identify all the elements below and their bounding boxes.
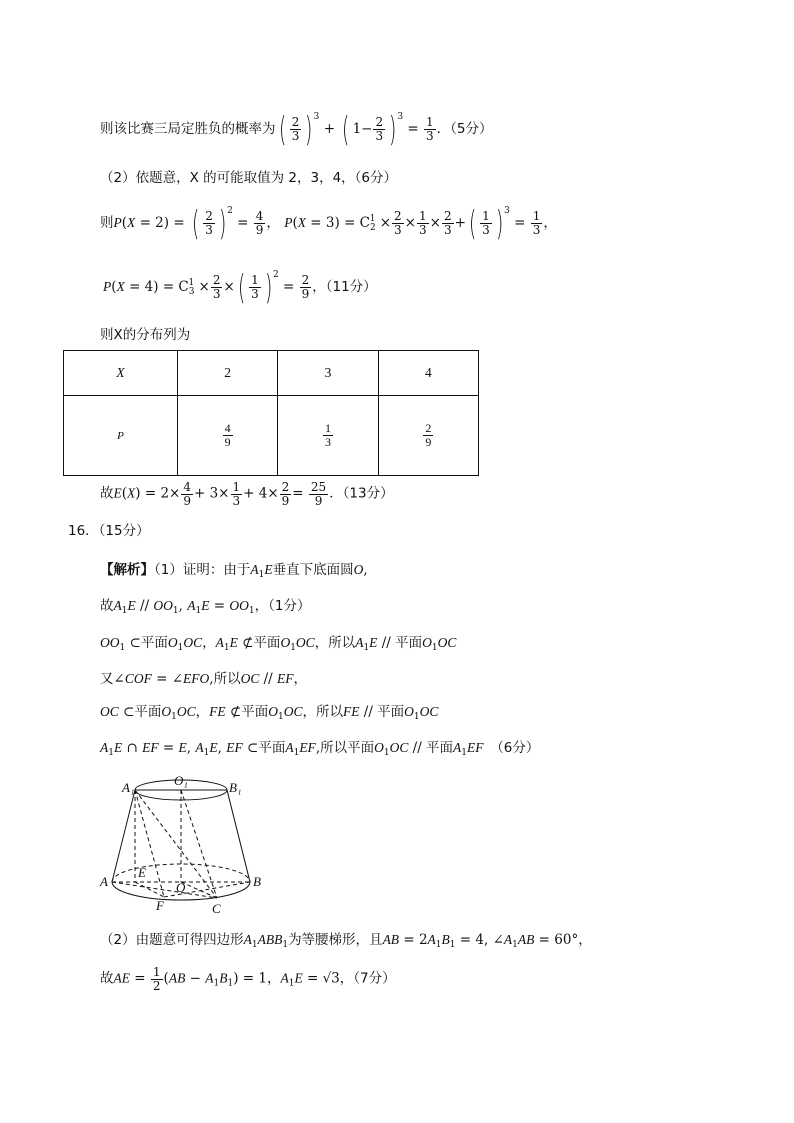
line1-tail: ．（5分）: [436, 121, 493, 137]
q16-part2-line2: 故AE = $\frac{1}{2}$ $(AB - A_1B_1) = 1$，$A_1E = √3$，（7分）: [100, 965, 396, 993]
generator-left: [112, 790, 135, 882]
label-a: A: [100, 874, 108, 889]
cell-p-value: $\frac{2}{9}$: [378, 396, 478, 476]
label-o1: O₁: [174, 773, 188, 788]
table-row-p: [64, 396, 479, 476]
analysis-line: 【解析】（1）证明：由于$A_1E$垂直下底面圆O,: [100, 562, 368, 580]
step4-line: OC ⊂平面$O_1OC$，FE ⊄平面$O_1OC$，所以FE // 平面$O_1OC$: [100, 704, 439, 722]
q16-part2-line1: （2）由题意可得四边形$A_1ABB_1$为等腰梯形，且AB = $2A_1B_1 = 4$, $\angle A_1AB = 60^\circ$，: [100, 932, 592, 950]
label-o: O: [176, 880, 186, 895]
cell-x-value: 3: [278, 351, 378, 396]
part2-intro: （2）依题意，X 的可能取值为 2，3，4，（6分）: [100, 170, 398, 186]
step2-line: $OO_1$ ⊂平面$O_1OC$，$A_1E$ ⊄平面$O_1OC$，所以$A_1E$ // 平面$O_1OC$: [100, 635, 457, 653]
label-b: B: [253, 874, 261, 889]
step1-line: 故$A_1E // OO_1$, $A_1E = OO_1$，（1分）: [100, 598, 311, 616]
distribution-title: 则X的分布列为: [100, 327, 191, 343]
cell-x-value: 4: [378, 351, 478, 396]
frustum-figure: [96, 770, 286, 918]
segment-a1f: [135, 790, 164, 897]
question-16-header: 16．（15分）: [68, 523, 150, 539]
probability-three-games-line: 则该比赛三局定胜负的概率为( $\frac{2}{3}$ )$^3$ + ( 1− $\frac{2}{3}$ )$^3$ = $\frac{1}{3}$ ．（5分）: [100, 109, 493, 150]
segment-oc: [181, 882, 217, 898]
distribution-table: [63, 350, 479, 476]
cell-p-value: $\frac{4}{9}$: [178, 396, 278, 476]
label-f: F: [156, 898, 164, 913]
expectation-line: 故E(X) = 2× $\frac{4}{9}$ + 3× $\frac{1}{3}$ + 4× $\frac{2}{9}$ = $\frac{25}{9}$ ．（13分）: [100, 480, 394, 508]
step5-line: $A_1E$ ∩ EF = E, $A_1E$, EF ⊂平面$A_1EF$,所以平面$O_1OC$ // 平面$A_1EF$ （6分）: [100, 740, 540, 758]
cell-x-label: X: [64, 351, 178, 396]
p-x2-x3-line: 则P(X = 2) = ( $\frac{2}{3}$ )$^2$ = $\frac{4}{9}$ ， $P(X = 3) = C_2^1$ × $\frac{2}{3}$ × $\frac{1}{3}$ × $\frac{2}{3}$ +( $\frac{1}{3}$ )$^3$ = $\frac{1}{3}$ ，: [100, 203, 557, 244]
step3-line: 又∠COF = ∠EFO,所以OC // EF，: [100, 671, 308, 687]
cell-p-value: $\frac{1}{3}$: [278, 396, 378, 476]
label-e: E: [138, 865, 146, 880]
label-b1: B₁: [229, 780, 242, 795]
segment-ef: [135, 882, 164, 897]
cell-x-value: 2: [178, 351, 278, 396]
generator-right: [227, 790, 250, 882]
p-x4-line: $P(X = 4) = C_3^1$ × $\frac{2}{3}$ ×( $\frac{1}{3}$ )$^2$ = $\frac{2}{9}$ ，（11分）: [103, 267, 377, 308]
line1-text: 则该比赛三局定胜负的概率为: [100, 121, 276, 137]
label-a1: A₁: [122, 780, 135, 795]
cell-p-label: P: [64, 396, 178, 476]
table-row-x: [64, 351, 479, 396]
label-c: C: [212, 901, 221, 916]
